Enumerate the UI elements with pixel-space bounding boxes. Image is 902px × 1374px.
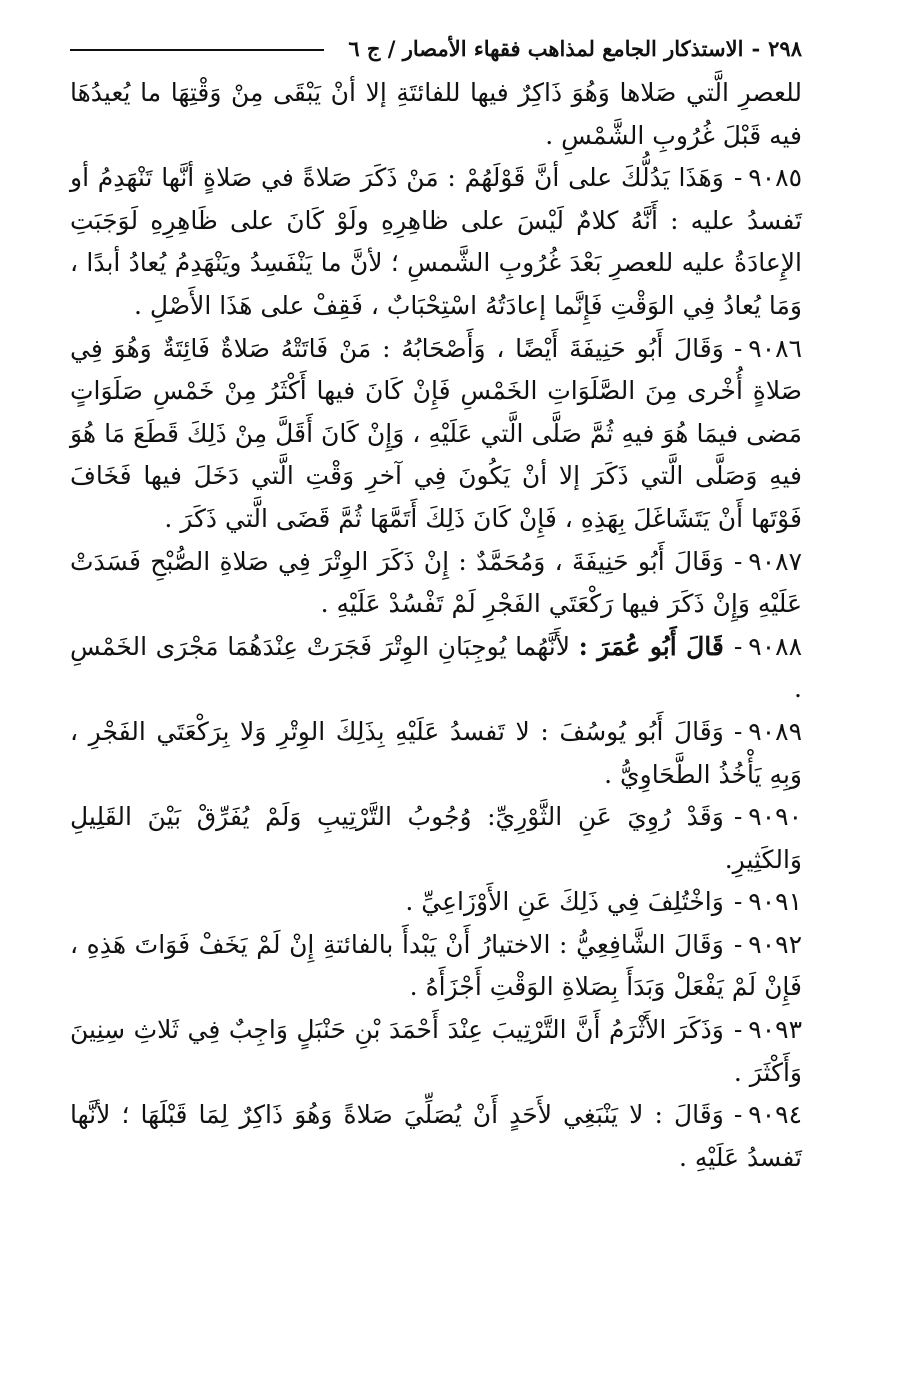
paragraph-text: وَقَدْ رُوِيَ عَنِ الثَّوْرِيِّ: وُجُوبُ التَّرْتِيبِ وَلَمْ يُفَرِّقْ بَيْنَ القَلِيلِ وَالكَثِيرِ. (70, 802, 802, 874)
paragraph-text: وَقَالَ أَبُو حَنِيفَةَ أَيْضًا ، وَأَصْحَابُهُ : مَنْ فَاتَتْهُ صَلاةٌ فَائِتَةٌ وَهُوَ فِي صَلاةٍ أُخْرى مِنَ الصَّلَوَاتِ الخَمْسِ فَإِنْ كَانَ فيها أَكْثَرُ مِنْ خَمْسِ صَلَوَاتٍ مَضى فيمَا هُوَ فيهِ ثُمَّ صَلَّى الَّتي عَلَيْهِ ، وَإِنْ كَانَ أَقَلَّ مِنْ ذَلِكَ قَطَعَ مَا هُوَ فيهِ وَصَلَّى الَّتي ذَكَرَ إلا أنْ يَكُونَ فِي آخرِ وَقْتِ الَّتي دَخَلَ فيها فَخَافَ فَوْتَها أَنْ يَتَشَاغَلَ بِهَذِهِ ، فَإِنْ كَانَ ذَلِكَ أَتَمَّهَا ثُمَّ قَضَى الَّتي ذَكَرَ . (70, 333, 802, 533)
paragraph-number: ٩٠٨٥ (748, 163, 802, 193)
paragraph-number: ٩٠٩٣ (748, 1015, 802, 1045)
paragraph-text: للعصرِ الَّتي صَلاها وَهُوَ ذَاكِرٌ فيها للفائتَةِ إلا أنْ يَبْقَى مِنْ وَقْتِهَا ما يُعيدُهَا فيه قَبْلَ غُرُوبِ الشَّمْسِ . (70, 78, 802, 150)
paragraph-separator: - (733, 1100, 743, 1130)
running-header (70, 28, 802, 68)
paragraph-text: وَهَذَا يَدُلُّكَ على أنَّ قَوْلَهُمْ : مَنْ ذَكَرَ صَلاةً في صَلاةٍ أنَّها تَنْهَدِمُ أو تَفسدُ عليه : أَنَّهُ كلامٌ لَيْسَ على ظاهِرِهِ ولَوْ كَانَ على ظَاهِرِهِ لَوَجَبَتِ الإِعادَةُ عليه للعصرِ بَعْدَ غُرُوبِ الشَّمسِ ؛ لأنَّ ما يَنْفَسِدُ ويَنْهَدِمُ يُعادُ أبدًا ، وَمَا يُعادُ فِي الوَقْتِ فَإِنَّما إعادَتُهُ اسْتِحْبَابٌ ، فَقِفْ على هَذَا الأَصْلِ . (70, 163, 802, 320)
book-title: الاستذكار الجامع لمذاهب فقهاء الأمصار / ج ٦ (348, 35, 744, 61)
paragraph-text: وَقَالَ أَبُو يُوسُفَ : لا تَفسدُ عَلَيْهِ بِذَلِكَ الوِتْرِ وَلا بِرَكْعَتَي الفَجْرِ ، وَبِهِ يَأْخُذُ الطَّحَاوِيُّ . (70, 716, 802, 789)
paragraph-separator: - (733, 802, 743, 832)
paragraph-speaker: قَالَ أَبُو عُمَرَ : (578, 631, 724, 661)
paragraph-text: وَقَالَ الشَّافِعِيُّ : الاختيارُ أَنْ يَبْدأَ بالفائتةِ إِنْ لَمْ يَخَفْ فَوَاتَ هَذِهِ ، فَإِنْ لَمْ يَفْعَلْ وَبَدَأَ بِصَلاةِ الوَقْتِ أَجْزَأَهُ . (70, 929, 802, 1002)
paragraph-9086 (70, 328, 802, 541)
paragraph-separator: - (733, 333, 743, 363)
paragraph-9090 (70, 796, 802, 881)
paragraph-text: وَذَكَرَ الأَثْرَمُ أَنَّ التَّرْتِيبَ عِنْدَ أَحْمَدَ بْنِ حَنْبَلٍ وَاجِبٌ فِي ثَلاثِ سِنِينَ وَأَكْثَرَ . (70, 1015, 802, 1087)
paragraph-number: ٩٠٨٩ (748, 716, 802, 746)
paragraph-text: لأَنَّهُما يُوجِبَانِ الوِتْرَ فَجَرَتْ عِنْدَهُمَا مَجْرَى الخَمْسِ . (70, 631, 802, 704)
paragraph-separator: - (733, 887, 743, 917)
paragraph-text: وَاخْتُلِفَ فِي ذَلِكَ عَنِ الأَوْزَاعِيِّ . (405, 887, 724, 917)
paragraph-9088 (70, 626, 802, 711)
paragraph-number: ٩٠٩١ (748, 887, 802, 917)
paragraph-continuation (70, 72, 802, 157)
paragraph-separator: - (733, 1015, 743, 1045)
paragraph-number: ٩٠٩٢ (748, 929, 802, 959)
paragraph-text: وَقَالَ أَبُو حَنِيفَةَ ، وَمُحَمَّدٌ : إِنْ ذَكَرَ الوِتْرَ فِي صَلاةِ الصُّبْحِ فَسَدَتْ عَلَيْهِ وَإِنْ ذَكَرَ فيها رَكْعَتَي الفَجْرِ لَمْ تَفْسُدْ عَلَيْهِ . (70, 546, 802, 619)
paragraph-number: ٩٠٨٨ (748, 631, 802, 661)
paragraph-9085 (70, 157, 802, 327)
paragraph-separator: - (733, 546, 743, 576)
paragraph-number: ٩٠٩٠ (748, 802, 802, 832)
header-rule (70, 49, 324, 51)
paragraph-number: ٩٠٩٤ (748, 1100, 802, 1130)
paragraph-9091 (70, 881, 802, 924)
paragraph-9092 (70, 924, 802, 1009)
paragraph-9093 (70, 1009, 802, 1094)
body-text (70, 72, 802, 1179)
paragraph-number: ٩٠٨٦ (748, 333, 802, 363)
paragraph-separator: - (733, 929, 743, 959)
paragraph-number: ٩٠٨٧ (748, 546, 802, 576)
paragraph-separator: - (733, 163, 743, 193)
paragraph-separator: - (733, 716, 743, 746)
paragraph-9094 (70, 1094, 802, 1179)
paragraph-text: وَقَالَ : لا يَنْبَغِي لأَحَدٍ أَنْ يُصَلِّيَ صَلاةً وَهُوَ ذَاكِرٌ لِمَا قَبْلَهَا ؛ لأنَّها تَفسدُ عَلَيْهِ . (70, 1100, 802, 1172)
paragraph-9087 (70, 541, 802, 626)
paragraph-9089 (70, 711, 802, 796)
paragraph-separator: - (733, 631, 743, 661)
page-number: ٢٩٨ (768, 35, 802, 61)
header-dash: - (751, 35, 761, 61)
